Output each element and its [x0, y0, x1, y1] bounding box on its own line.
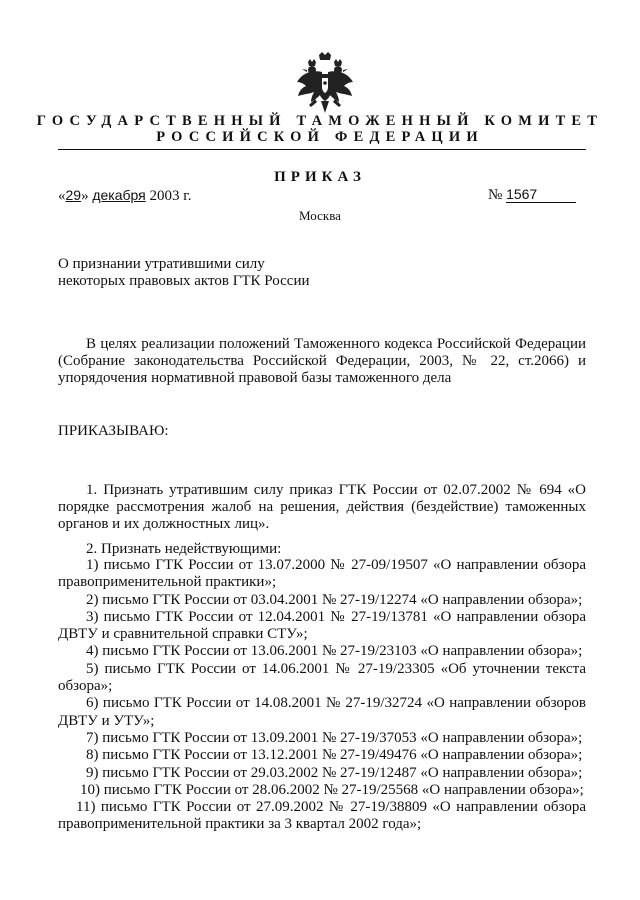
order-subject — [58, 256, 310, 290]
list-item: 3) письмо ГТК России от 12.04.2001 № 27-19/13781 «О направлении обзора ДВТУ и сравнительной справки СТУ»; — [58, 608, 586, 643]
date-month: декабря — [92, 187, 146, 203]
subject-line: некоторых правовых актов ГТК России — [58, 273, 310, 289]
date-close-quote: » — [81, 188, 89, 204]
number-sign: № — [488, 187, 503, 203]
issue-city: Москва — [299, 208, 341, 223]
list-item: 5) письмо ГТК России от 14.06.2001 № 27-19/23305 «Об уточнении текста обзора»; — [58, 660, 586, 695]
list-item: 11) письмо ГТК России от 27.09.2002 № 27-19/38809 «О направлении обзора правоприменительной практики за 3 квартал 2002 года»; — [58, 799, 586, 833]
list-item: 8) письмо ГТК России от 13.12.2001 № 27-19/49476 «О направлении обзора»; — [86, 747, 583, 764]
list-item: 6) письмо ГТК России от 14.08.2001 № 27-19/32724 «О направлении обзоров ДВТУ и УТУ»; — [58, 695, 586, 729]
point-1-paragraph: 1. Признать утратившим силу приказ ГТК России от 02.07.2002 № 694 «О порядке рассмотрения жалоб на решения, действия (бездействие) таможенных органов и их должностных лиц». — [58, 482, 586, 533]
header-divider — [58, 149, 586, 150]
date-year: 2003 г. — [149, 188, 192, 204]
subject-line: О признании утратившими силу — [58, 256, 265, 272]
document-title: ПРИКАЗ — [274, 169, 366, 185]
list-item: 10) письмо ГТК России от 28.06.2002 № 27-19/25568 «О направлении обзора»; — [80, 781, 584, 798]
list-item: 9) письмо ГТК России от 29.03.2002 № 27-19/12487 «О направлении обзора»; — [86, 764, 583, 781]
revoked-letters-list — [58, 557, 586, 834]
list-item: 2) письмо ГТК России от 03.04.2001 № 27-19/12274 «О направлении обзора»; — [86, 591, 583, 608]
list-item: 4) письмо ГТК России от 13.06.2001 № 27-19/23103 «О направлении обзора»; — [86, 643, 583, 660]
agency-name-line-1: ГОСУДАРСТВЕННЫЙ ТАМОЖЕННЫЙ КОМИТЕТ — [36, 113, 604, 129]
preamble-paragraph: В целях реализации положений Таможенного кодекса Российской Федерации (Собрание законодательства Российской Федерации, 2003, № 22, ст.2066) и упорядочения нормативной правовой базы таможенного дела — [58, 336, 586, 387]
list-item: 7) письмо ГТК России от 13.09.2001 № 27-19/37053 «О направлении обзора»; — [86, 729, 583, 746]
agency-name-line-2: РОССИЙСКОЙ ФЕДЕРАЦИИ — [156, 129, 484, 145]
date-open-quote: « — [58, 188, 66, 204]
point-2-intro: 2. Признать недействующими: — [86, 541, 282, 557]
list-item: 1) письмо ГТК России от 13.07.2000 № 27-09/19507 «О направлении обзора правоприменительной практики»; — [58, 557, 586, 591]
order-number — [488, 187, 576, 204]
date-day: 29 — [65, 187, 82, 203]
order-date — [58, 187, 191, 205]
decree-word: ПРИКАЗЫВАЮ: — [58, 423, 169, 439]
double-headed-eagle-emblem-icon — [295, 52, 355, 116]
number-value: 1567 — [506, 187, 576, 203]
